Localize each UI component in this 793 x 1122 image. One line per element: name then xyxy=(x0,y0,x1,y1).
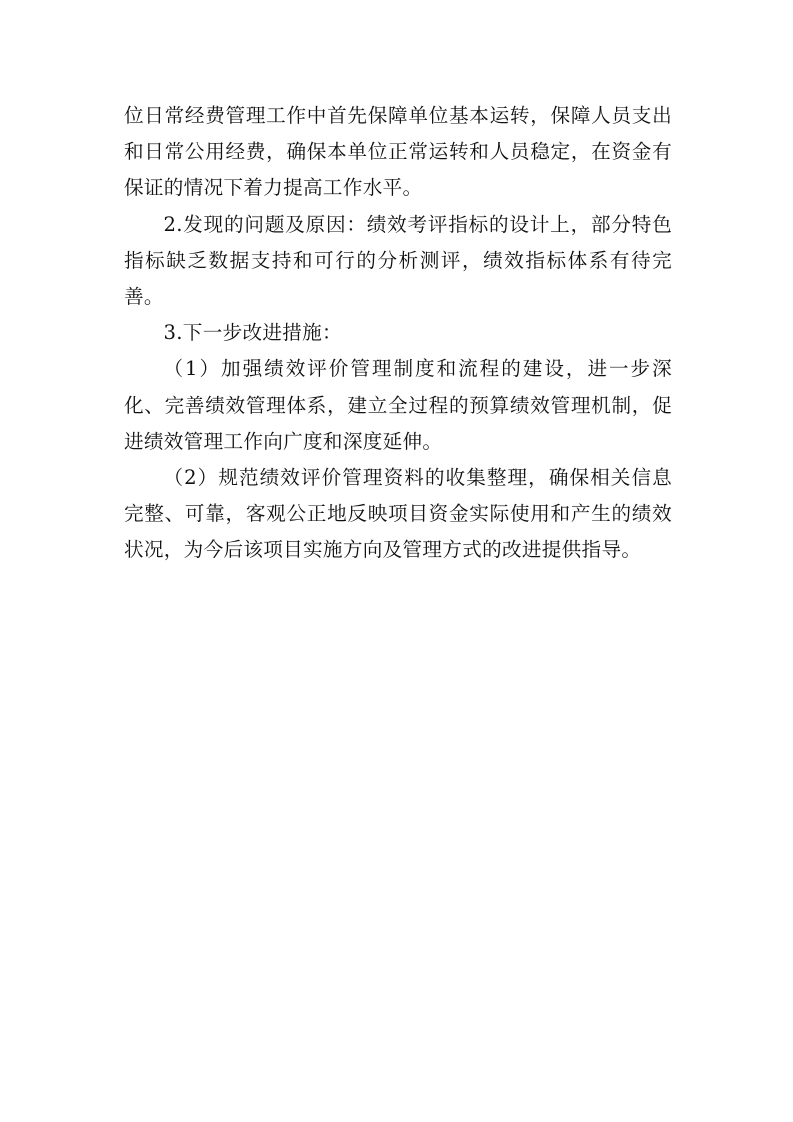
document-body xyxy=(124,98,672,569)
paragraph-problems-causes: 2.发现的问题及原因：绩效考评指标的设计上，部分特色指标缺乏数据支持和可行的分析测评，绩效指标体系有待完善。 xyxy=(124,212,672,309)
paragraph-next-steps-heading: 3.下一步改进措施： xyxy=(163,321,342,345)
paragraph-measure-2: （2）规范绩效评价管理资料的收集整理，确保相关信息完整、可靠，客观公正地反映项目资金实际使用和产生的绩效状况，为今后该项目实施方向及管理方式的改进提供指导。 xyxy=(124,466,672,562)
paragraph-measure-1: （1）加强绩效评价管理制度和流程的建设，进一步深化、完善绩效管理体系，建立全过程的预算绩效管理机制，促进绩效管理工作向广度和深度延伸。 xyxy=(124,357,672,453)
paragraph-continuation: 位日常经费管理工作中首先保障单位基本运转，保障人员支出和日常公用经费，确保本单位正常运转和人员稳定，在资金有保证的情况下着力提高工作水平。 xyxy=(124,104,672,200)
